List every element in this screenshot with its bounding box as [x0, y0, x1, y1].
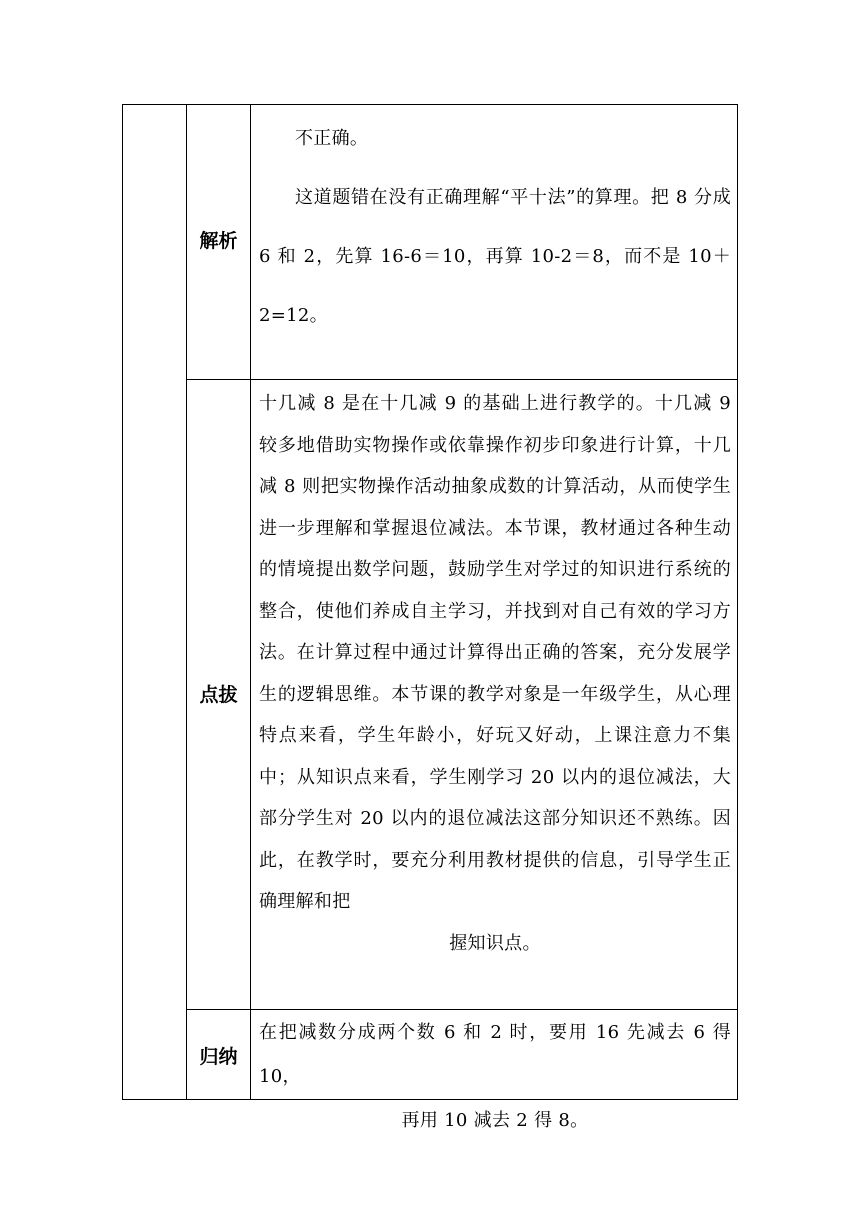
analysis-paragraph: 这道题错在没有正确理解“平十法”的算理。把 8 分成 6 和 2，先算 16-6＝10，再算 10-2＝8，而不是 10＋2=12。	[259, 187, 731, 326]
column-divider	[250, 105, 251, 1099]
summary-content	[259, 1011, 731, 1143]
column-divider	[186, 105, 187, 1099]
row-label-tips: 点拔	[199, 684, 238, 706]
row-label-summary: 归纳	[199, 1046, 238, 1068]
row-label-analysis: 解析	[199, 230, 238, 252]
row-divider	[186, 1009, 737, 1010]
row-divider	[186, 379, 737, 380]
summary-paragraph: 在把减数分成两个数 6 和 2 时，要用 16 先减去 6 得 10，	[259, 1022, 731, 1087]
summary-paragraph: 再用 10 减去 2 得 8。	[401, 1110, 589, 1131]
analysis-table	[122, 104, 738, 1131]
analysis-content	[259, 109, 731, 345]
analysis-paragraph: 不正确。	[295, 128, 369, 149]
tips-paragraph: 十几减 8 是在十几减 9 的基础上进行教学的。十几减 9 较多地借助实物操作或依靠操作初步印象进行计算，十几减 8 则把实物操作活动抽象成数的计算活动，从而使学生进一步理解和掌握退位减法。本节课，教材通过各种生动的情境提出数学问题，鼓励学生对学过的知识进行系统的整合，使他们养成自主学习，并找到对自己有效的学习方法。在计算过程中通过计算得出正确的答案，充分发展学生的逻辑思维。本节课的教学对象是一年级学生，从心理特点来看，学生年龄小，好玩又好动，上课注意力不集中；从知识点来看，学生刚学习 20 以内的退位减法，大部分学生对 20 以内的退位减法这部分知识还不熟练。因此，在教学时，要充分利用教材提供的信息，引导学生正确理解和把	[259, 393, 731, 912]
tips-content	[259, 383, 731, 964]
tips-paragraph: 握知识点。	[449, 932, 541, 954]
